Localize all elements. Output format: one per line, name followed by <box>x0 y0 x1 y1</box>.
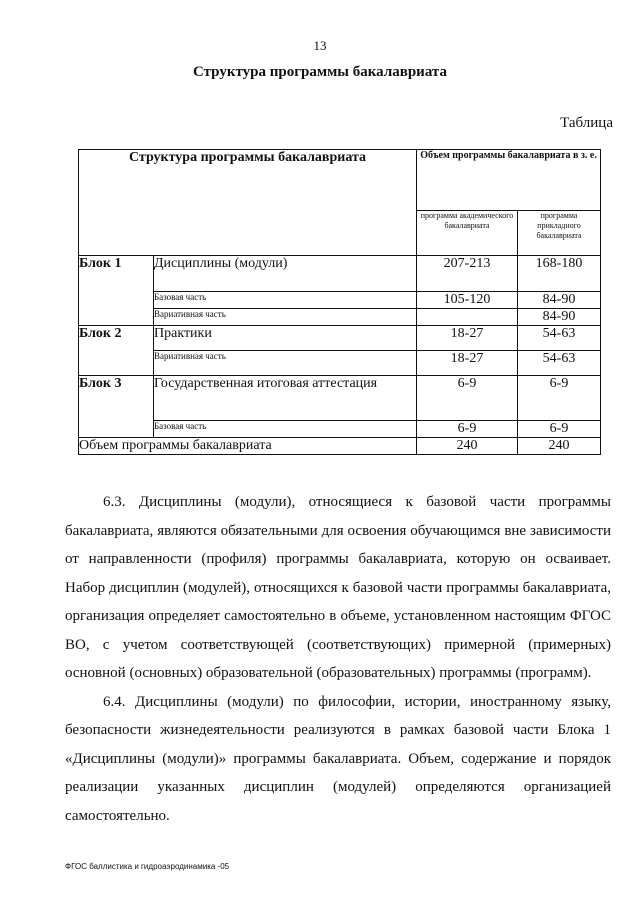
block-label: Блок 1 <box>79 256 154 326</box>
value-applied: 84-90 <box>518 292 601 309</box>
value-academic: 105-120 <box>417 292 518 309</box>
table-row <box>79 292 601 309</box>
value-academic: 6-9 <box>417 421 518 438</box>
header-structure: Структура программы бакалавриата <box>79 150 417 256</box>
table-row <box>79 256 601 292</box>
block-label: Блок 3 <box>79 376 154 438</box>
total-row <box>79 438 601 455</box>
value-applied: 84-90 <box>518 309 601 326</box>
value-applied: 6-9 <box>518 376 601 421</box>
table-row <box>79 351 601 376</box>
value-academic: 207-213 <box>417 256 518 292</box>
total-applied: 240 <box>518 438 601 455</box>
block-label: Блок 2 <box>79 326 154 376</box>
total-label: Объем программы бакалавриата <box>79 438 417 455</box>
table-row <box>79 376 601 421</box>
row-name: Дисциплины (модули) <box>154 256 417 292</box>
header-academic: программа академического бакалавриата <box>417 211 518 256</box>
value-academic: 18-27 <box>417 351 518 376</box>
paragraph-6-3: 6.3. Дисциплины (модули), относящиеся к базовой части программы бакалавриата, являются обязательными для освоения обучающимся вне зависимости от направленности (профиля) программы бакалавриата, которую он осваивает. Набор дисциплин (модулей), относящихся к базовой части программы бакалавриата, организация определяет самостоятельно в объеме, установленном настоящим ФГОС ВО, с учетом соответствующей (соответствующих) примерной (примерных) основной (основных) образовательной (образовательных) программы (программ). <box>65 494 611 681</box>
row-name: Базовая часть <box>154 292 417 309</box>
body-text <box>65 488 611 830</box>
row-name: Практики <box>154 326 417 351</box>
value-academic: 6-9 <box>417 376 518 421</box>
value-academic: 18-27 <box>417 326 518 351</box>
page-number: 13 <box>313 38 327 53</box>
table-row <box>79 326 601 351</box>
header-volume: Объем программы бакалавриата в з. е. <box>417 150 601 211</box>
total-academic: 240 <box>417 438 518 455</box>
value-applied: 54-63 <box>518 326 601 351</box>
row-name: Вариативная часть <box>154 351 417 376</box>
value-applied: 6-9 <box>518 421 601 438</box>
row-name: Базовая часть <box>154 421 417 438</box>
table-row <box>79 309 601 326</box>
program-structure-table <box>78 149 601 455</box>
footer: ФГОС баллистика и гидроаэродинамика -05 <box>65 862 230 871</box>
value-academic <box>417 309 518 326</box>
page-title: Структура программы бакалавриата <box>193 64 447 80</box>
value-applied: 168-180 <box>518 256 601 292</box>
row-name: Вариативная часть <box>154 309 417 326</box>
table-caption: Таблица <box>560 115 613 131</box>
table-row <box>79 421 601 438</box>
paragraph-6-4: 6.4. Дисциплины (модули) по философии, истории, иностранному языку, безопасности жизнедеятельности реализуются в рамках базовой части Блока 1 «Дисциплины (модули)» программы бакалавриата. Объем, содержание и порядок реализации указанных дисциплин (модулей) определяются организацией самостоятельно. <box>65 693 611 824</box>
header-applied: программа прикладного бакалавриата <box>518 211 601 256</box>
row-name: Государственная итоговая аттестация <box>154 376 417 421</box>
value-applied: 54-63 <box>518 351 601 376</box>
